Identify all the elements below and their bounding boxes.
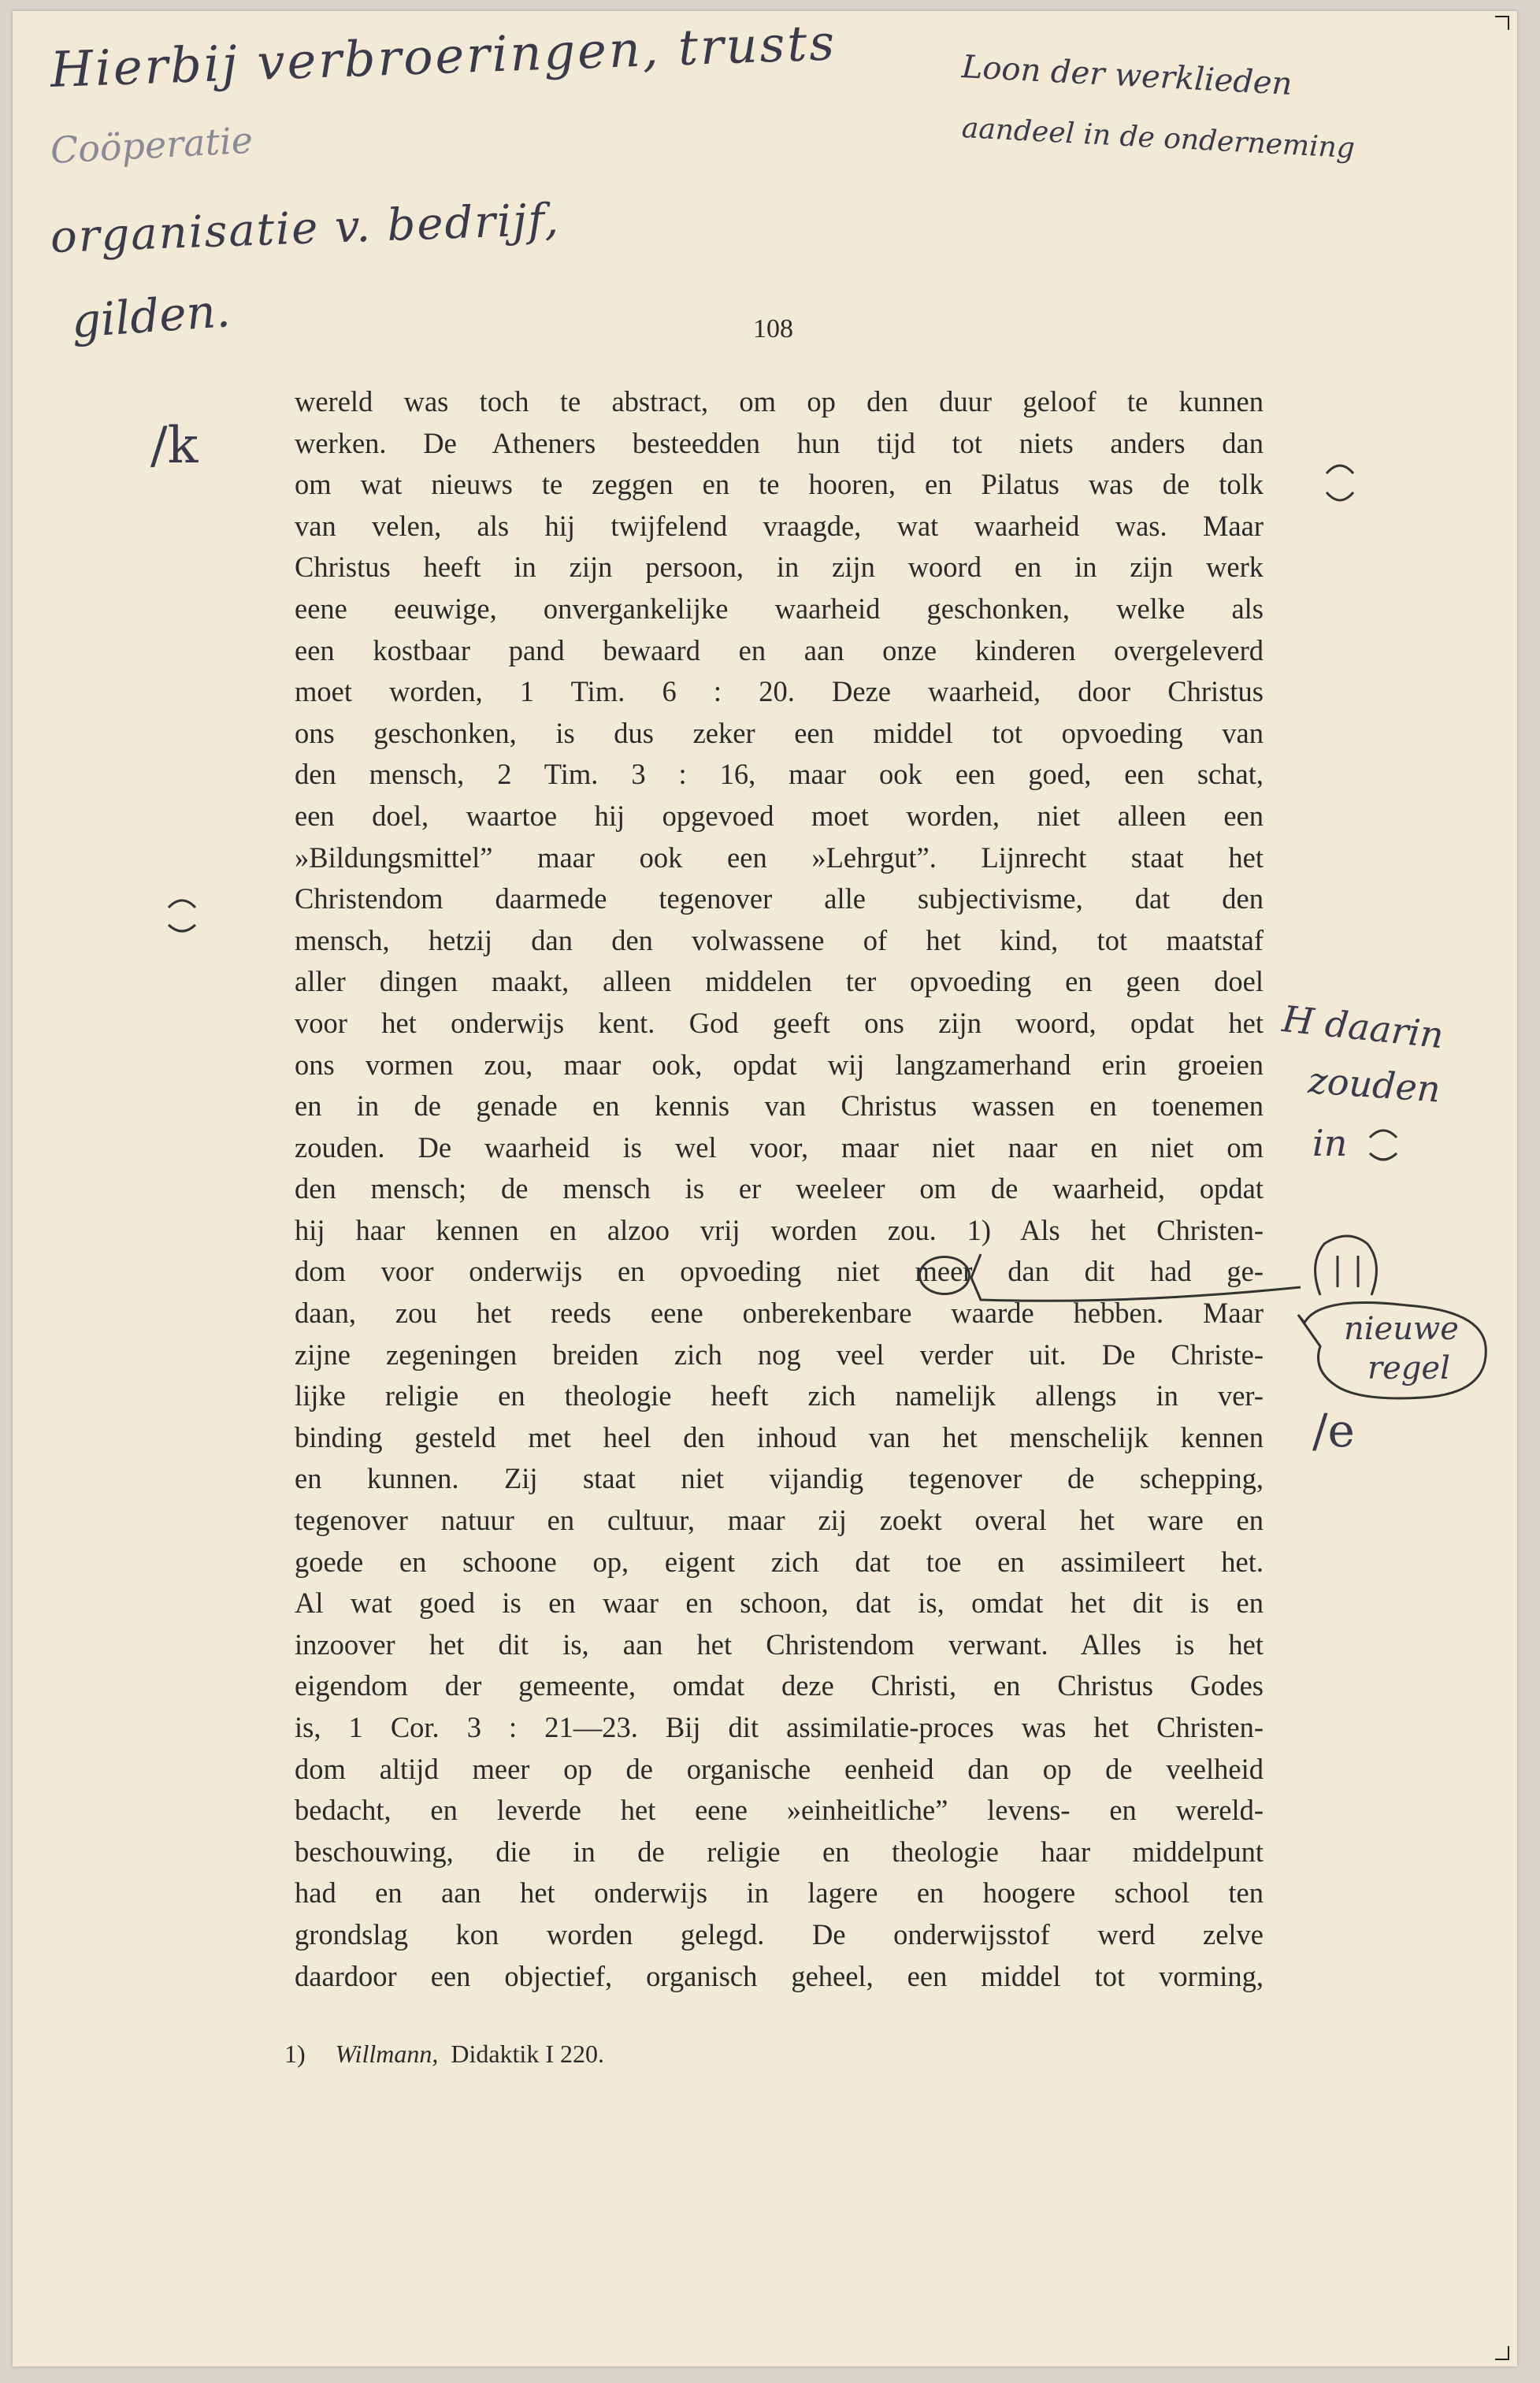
body-line: bedacht, en leverde het eene »einheitliche” levens- en wereld- bbox=[295, 1794, 1264, 1827]
body-line: mensch, hetzij dan den volwassene of het kind, tot maatstaf bbox=[295, 923, 1264, 956]
body-line: beschouwing, die in de religie en theologie haar middelpunt bbox=[295, 1835, 1264, 1868]
body-line: goede en schoone op, eigent zich dat toe en assimileert het. bbox=[295, 1545, 1264, 1578]
body-line: van velen, als hij twijfelend vraagde, wat waarheid was. Maar bbox=[295, 509, 1264, 542]
body-line: dom voor onderwijs en opvoeding niet meer dan dit had ge- bbox=[295, 1255, 1264, 1288]
margin-close-up-mark-left bbox=[162, 892, 202, 939]
handwritten-note-gilden: gilden. bbox=[69, 284, 232, 348]
handwritten-note-organisatie: organisatie v. bedrijf, bbox=[49, 194, 561, 263]
margin-correction-k: /k bbox=[150, 417, 199, 475]
handwritten-note-aandeel: aandeel in de onderneming bbox=[960, 112, 1356, 165]
body-line: daardoor een objectief, organisch geheel, een middel tot vorming, bbox=[295, 1959, 1264, 1992]
footnote-ref-circle bbox=[918, 1256, 970, 1295]
body-line: lijke religie en theologie heeft zich namelijk allengs in ver- bbox=[295, 1379, 1264, 1412]
body-line: tegenover natuur en cultuur, maar zij zoekt overal het ware en bbox=[295, 1504, 1264, 1537]
margin-close-up-mark-right bbox=[1320, 456, 1360, 511]
margin-close-up-mark-in bbox=[1364, 1122, 1403, 1169]
body-line: aller dingen maakt, alleen middelen ter opvoeding en geen doel bbox=[295, 965, 1264, 998]
margin-note-regel: regel bbox=[1367, 1350, 1450, 1386]
handwritten-note-cooperatie: Coöperatie bbox=[49, 118, 254, 172]
body-line: Christus heeft in zijn persoon, in zijn woord en in zijn werk bbox=[295, 551, 1264, 584]
body-line: dom altijd meer op de organische eenheid dan op de veelheid bbox=[295, 1752, 1264, 1785]
body-line: Al wat goed is en waar en schoon, dat is, omdat het dit is en bbox=[295, 1587, 1264, 1620]
margin-note-nieuwe: nieuwe bbox=[1344, 1311, 1459, 1347]
body-line: »Bildungsmittel” maar ook een »Lehrgut”. Lijnrecht staat het bbox=[295, 841, 1264, 874]
footnote-author: Willmann, bbox=[335, 2040, 439, 2068]
body-line: is, 1 Cor. 3 : 21—23. Bij dit assimilatie-proces was het Christen- bbox=[295, 1711, 1264, 1743]
body-line: een doel, waartoe hij opgevoed moet worden, niet alleen een bbox=[295, 799, 1264, 832]
body-line: had en aan het onderwijs in lagere en hoogere school ten bbox=[295, 1876, 1264, 1910]
body-line: een kostbaar pand bewaard en aan onze kinderen overgeleverd bbox=[295, 633, 1264, 666]
margin-correction-e: /e bbox=[1312, 1404, 1355, 1457]
body-line: wereld was toch te abstract, om op den duur geloof te kunnen bbox=[295, 385, 1264, 418]
body-line: en in de genade en kennis van Christus wassen en toenemen bbox=[295, 1089, 1264, 1123]
manuscript-page bbox=[13, 11, 1517, 2366]
body-line: zouden. De waarheid is wel voor, maar niet naar en niet om bbox=[295, 1130, 1264, 1164]
body-line: voor het onderwijs kent. God geeft ons zijn woord, opdat het bbox=[295, 1006, 1264, 1039]
body-line: hij haar kennen en alzoo vrij worden zou. 1) Als het Christen- bbox=[295, 1213, 1264, 1246]
body-line: den mensch, 2 Tim. 3 : 16, maar ook een goed, een schat, bbox=[295, 758, 1264, 791]
paragraph-bracket-mark bbox=[970, 1246, 1308, 1309]
body-line: Christendom daarmede tegenover alle subjectivisme, dat den bbox=[295, 882, 1264, 915]
page-number: 108 bbox=[753, 314, 793, 343]
body-line: daan, zou het reeds eene onberekenbare waarde hebben. Maar bbox=[295, 1297, 1264, 1330]
body-line: zijne zegeningen breiden zich nog veel verder uit. De Christe- bbox=[295, 1338, 1264, 1371]
body-line: eene eeuwige, onvergankelijke waarheid geschonken, welke als bbox=[295, 592, 1264, 625]
body-line: grondslag kon worden gelegd. De onderwijsstof werd zelve bbox=[295, 1917, 1264, 1951]
body-line: en kunnen. Zij staat niet vijandig tegenover de schepping, bbox=[295, 1462, 1264, 1495]
body-text bbox=[295, 381, 1264, 1997]
margin-note-daarin: H daarin bbox=[1280, 997, 1446, 1057]
body-line: binding gesteld met heel den inhoud van het menschelijk kennen bbox=[295, 1420, 1264, 1453]
margin-note-in: in bbox=[1312, 1122, 1348, 1164]
footnote bbox=[284, 2040, 604, 2069]
handwritten-note-trusts: Hierbij verbroeringen, trusts bbox=[49, 13, 838, 98]
handwritten-note-loon: Loon der werklieden bbox=[960, 49, 1293, 102]
corner-mark-bottom-right bbox=[1495, 2346, 1509, 2360]
corner-mark-top-right bbox=[1495, 16, 1509, 30]
body-line: ons vormen zou, maar ook, opdat wij langzamerhand erin groeien bbox=[295, 1048, 1264, 1081]
footnote-number: 1) bbox=[284, 2040, 306, 2068]
body-line: eigendom der gemeente, omdat deze Christi, en Christus Godes bbox=[295, 1669, 1264, 1702]
body-line: ons geschonken, is dus zeker een middel tot opvoeding van bbox=[295, 716, 1264, 749]
body-line: moet worden, 1 Tim. 6 : 20. Deze waarheid, door Christus bbox=[295, 675, 1264, 708]
footnote-reference: Didaktik I 220. bbox=[451, 2040, 604, 2068]
margin-note-zouden: zouden bbox=[1307, 1059, 1442, 1111]
body-line: inzoover het dit is, aan het Christendom verwant. Alles is het bbox=[295, 1628, 1264, 1661]
body-line: om wat nieuws te zeggen en te hooren, en Pilatus was de tolk bbox=[295, 468, 1264, 501]
body-line: werken. De Atheners besteedden hun tijd tot niets anders dan bbox=[295, 426, 1264, 459]
body-line: den mensch; de mensch is er weeleer om de waarheid, opdat bbox=[295, 1172, 1264, 1205]
